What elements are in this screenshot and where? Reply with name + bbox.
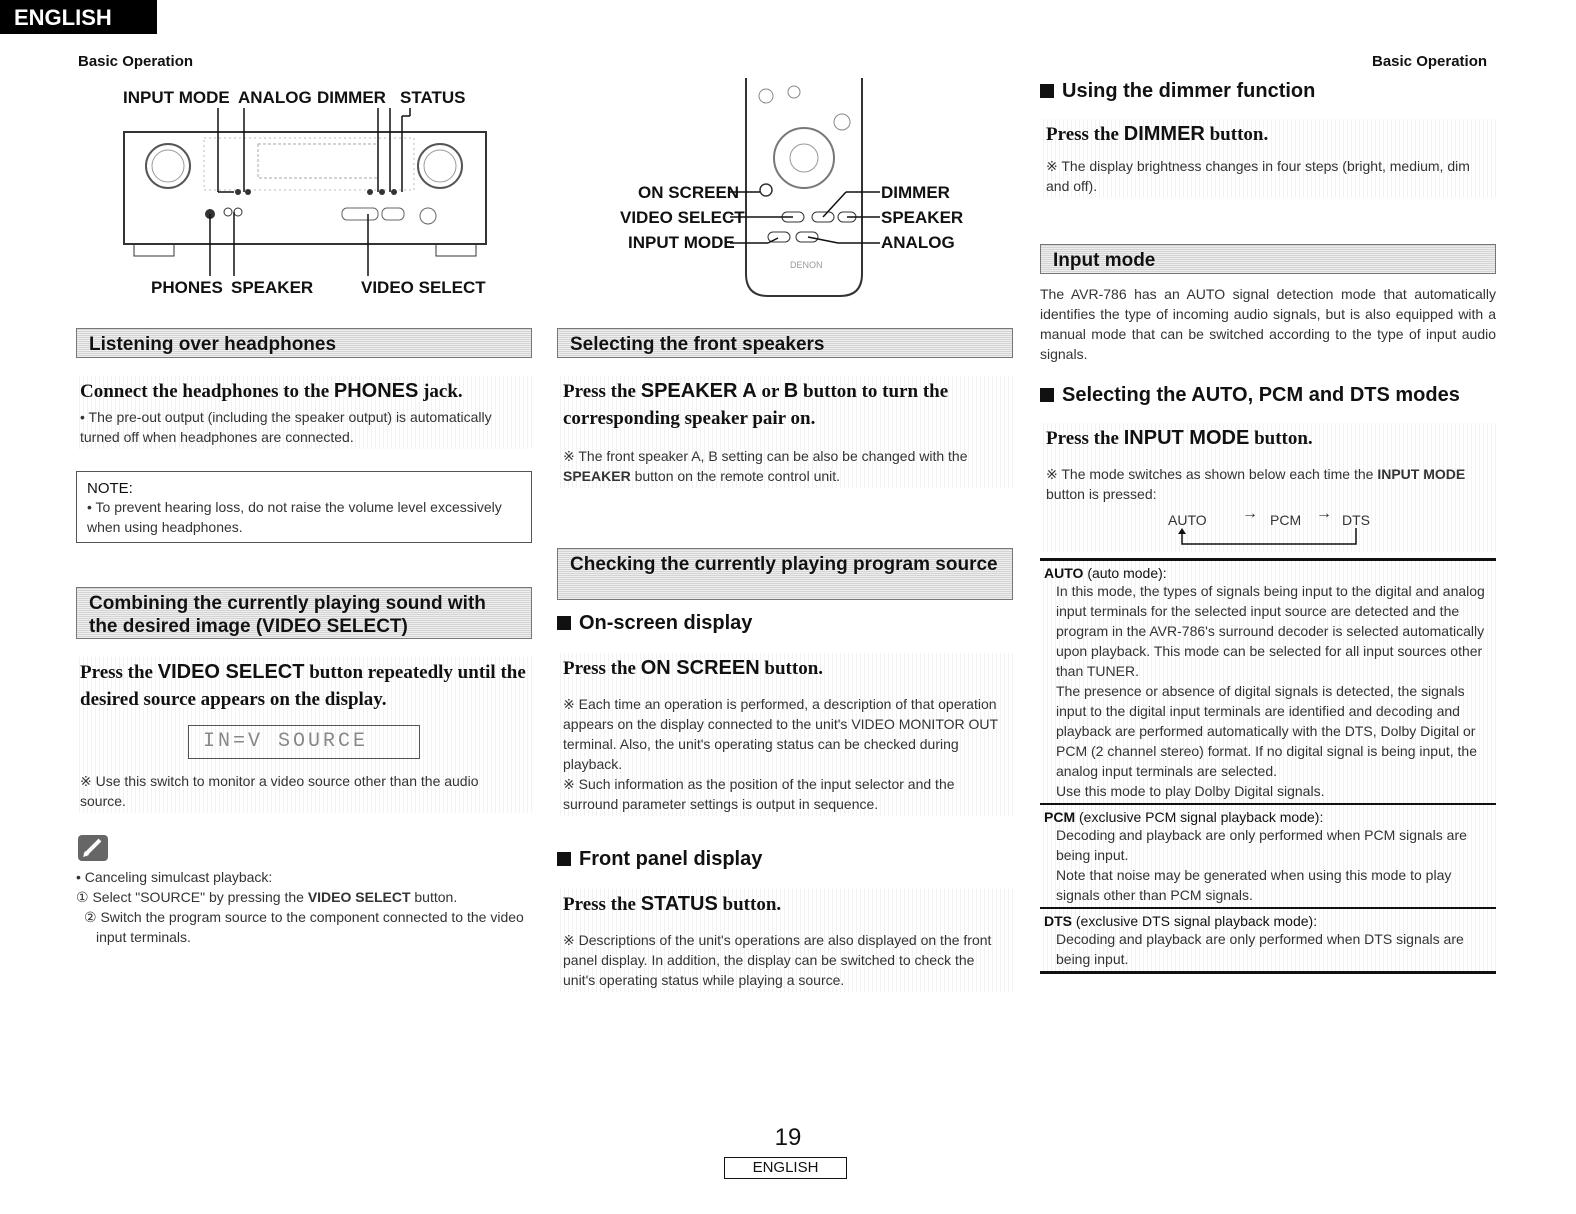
onscreen-note-1: ※ Each time an operation is performed, a description of that operation appears on the display connected to the unit's VIDEO MONITOR OUT terminal. Also, the unit's operating status can be checked during playback. <box>563 696 998 772</box>
remote-label-on-screen: ON SCREEN <box>638 183 740 202</box>
remote-brand-logo: DENON <box>790 260 823 270</box>
input-mode-lead: Press the INPUT MODE button. <box>1046 427 1313 449</box>
mode-auto-text-2: The presence or absence of digital signals is detected, the signals input to the digital input terminals are identified and decoding and playback are performed automatically with the DTS, Dolby Digital or PCM (2 channel stereo) format. If no digital signal is being input, the analog input terminals are selected. <box>1056 683 1477 779</box>
input-mode-body: The AVR-786 has an AUTO signal detection mode that automatically identifies the type of incoming audio signals, but is also equipped with a manual mode that can be switched according to the type of input audio signals. <box>1040 286 1496 362</box>
note-title: NOTE: <box>87 480 133 497</box>
label-dimmer: DIMMER <box>317 88 386 107</box>
cycle-return-arrow-icon <box>1174 528 1364 550</box>
left-column <box>76 328 532 947</box>
mode-auto-block <box>1040 561 1496 803</box>
dimmer-body <box>1040 119 1496 198</box>
mode-auto-heading: AUTO (auto mode): <box>1044 565 1167 581</box>
headphones-body <box>76 376 532 449</box>
selecting-modes-heading: Selecting the AUTO, PCM and DTS modes <box>1040 384 1496 407</box>
input-mode-note: ※ The mode switches as shown below each time the INPUT MODE button is pressed: <box>1046 466 1466 502</box>
front-speakers-note: ※ The front speaker A, B setting can be also be changed with the SPEAKER button on the remote control unit. <box>563 448 968 484</box>
cancel-step-1: ① Select "SOURCE" by pressing the VIDEO SELECT button. <box>76 889 458 905</box>
right-column <box>1040 80 1496 974</box>
front-panel-figure <box>120 88 500 303</box>
label-analog: ANALOG <box>238 88 312 107</box>
video-select-lead: Press the VIDEO SELECT button repeatedly until the desired source appears on the display. <box>80 661 526 710</box>
dimmer-note: ※ The display brightness changes in four steps (bright, medium, dim and off). <box>1046 158 1470 194</box>
headphones-bullet: • The pre-out output (including the speaker output) is automatically turned off when headphones are connected. <box>80 409 492 445</box>
remote-figure <box>618 78 968 300</box>
onscreen-lead: Press the ON SCREEN button. <box>563 657 824 679</box>
mode-table-bottom-rule <box>1040 971 1496 974</box>
front-panel-lead: Press the STATUS button. <box>563 893 782 915</box>
section-title-checking: Checking the currently playing program source <box>557 548 1013 600</box>
arrow-right-icon: → <box>1242 505 1258 522</box>
label-speaker: SPEAKER <box>231 278 314 297</box>
section-title-front-speakers: Selecting the front speakers <box>557 328 1013 358</box>
footer-language: ENGLISH <box>724 1157 847 1179</box>
note-text: • To prevent hearing loss, do not raise the volume level excessively when using headphones. <box>87 499 502 535</box>
selecting-modes-body <box>1040 423 1496 552</box>
front-panel-display-heading: Front panel display <box>557 848 1013 871</box>
mode-pcm-block <box>1040 805 1496 907</box>
remote-label-input-mode: INPUT MODE <box>628 233 735 252</box>
video-select-body <box>76 657 532 813</box>
headphones-note-box <box>76 471 532 543</box>
headphones-lead: Connect the headphones to the PHONES jack. <box>80 380 463 402</box>
front-speakers-body <box>557 376 1013 488</box>
section-title-input-mode: Input mode <box>1040 244 1496 274</box>
hint-pencil-icon <box>76 833 110 863</box>
cycle-dts: DTS <box>1342 512 1370 528</box>
remote-label-dimmer: DIMMER <box>881 183 950 202</box>
onscreen-note-2: ※ Such information as the position of the input selector and the surround parameter settings is output in sequence. <box>563 776 955 812</box>
mode-dts-text-1: Decoding and playback are only performed when DTS signals are being input. <box>1056 931 1464 967</box>
cycle-auto: AUTO <box>1168 512 1207 528</box>
mode-auto-text-3: Use this mode to play Dolby Digital signals. <box>1056 783 1325 799</box>
remote-label-analog: ANALOG <box>881 233 955 252</box>
middle-column <box>557 328 1013 992</box>
arrow-right-icon: → <box>1316 505 1332 522</box>
mode-pcm-text-2: Note that noise may be generated when using this mode to play signals other than PCM signals. <box>1056 867 1452 903</box>
mode-pcm-text-1: Decoding and playback are only performed when PCM signals are being input. <box>1056 827 1467 863</box>
label-video-select: VIDEO SELECT <box>361 278 486 297</box>
language-tab: ENGLISH <box>0 0 157 34</box>
mode-dts-block <box>1040 909 1496 971</box>
dimmer-lead: Press the DIMMER button. <box>1046 123 1269 145</box>
onscreen-body <box>557 653 1013 816</box>
page-number: 19 <box>774 1124 802 1151</box>
label-input-mode: INPUT MODE <box>123 88 230 107</box>
mode-cycle-diagram <box>1046 505 1490 550</box>
video-select-note: ※ Use this switch to monitor a video source other than the audio source. <box>80 773 479 809</box>
running-header-left: Basic Operation <box>78 53 194 70</box>
mode-auto-text-1: In this mode, the types of signals being input to the digital and analog input terminals for the selected input source are detected and the program in the AVR-786's surround decoder is selected automatically upon playback. This mode can be selected for all input sources other than TUNER. <box>1056 583 1485 679</box>
receiver-front-panel-icon <box>120 108 500 280</box>
front-panel-body <box>557 889 1013 992</box>
section-title-headphones: Listening over headphones <box>76 328 532 358</box>
label-phones: PHONES <box>151 278 223 297</box>
cancel-step-2: ② Switch the program source to the component connected to the video input terminals. <box>84 909 524 945</box>
onscreen-display-heading: On-screen display <box>557 612 1013 635</box>
front-speakers-lead: Press the SPEAKER A or B button to turn the corresponding speaker pair on. <box>563 380 949 429</box>
mode-pcm-heading: PCM (exclusive PCM signal playback mode): <box>1044 809 1324 825</box>
cancel-heading: • Canceling simulcast playback: <box>76 869 273 885</box>
cycle-pcm: PCM <box>1270 512 1302 528</box>
remote-label-speaker: SPEAKER <box>881 208 964 227</box>
section-title-video-select: Combining the currently playing sound with the desired image (VIDEO SELECT) <box>76 587 532 639</box>
dimmer-heading: Using the dimmer function <box>1040 80 1496 103</box>
front-panel-note: ※ Descriptions of the unit's operations are also displayed on the front panel display. In addition, the display can be switched to check the unit's operating status while playing a source. <box>563 932 992 988</box>
mode-dts-heading: DTS (exclusive DTS signal playback mode): <box>1044 913 1318 929</box>
remote-label-video-select: VIDEO SELECT <box>620 208 745 227</box>
running-header-right: Basic Operation <box>1372 53 1488 70</box>
display-readout: IN=V SOURCE <box>188 725 420 759</box>
label-status: STATUS <box>400 88 466 107</box>
